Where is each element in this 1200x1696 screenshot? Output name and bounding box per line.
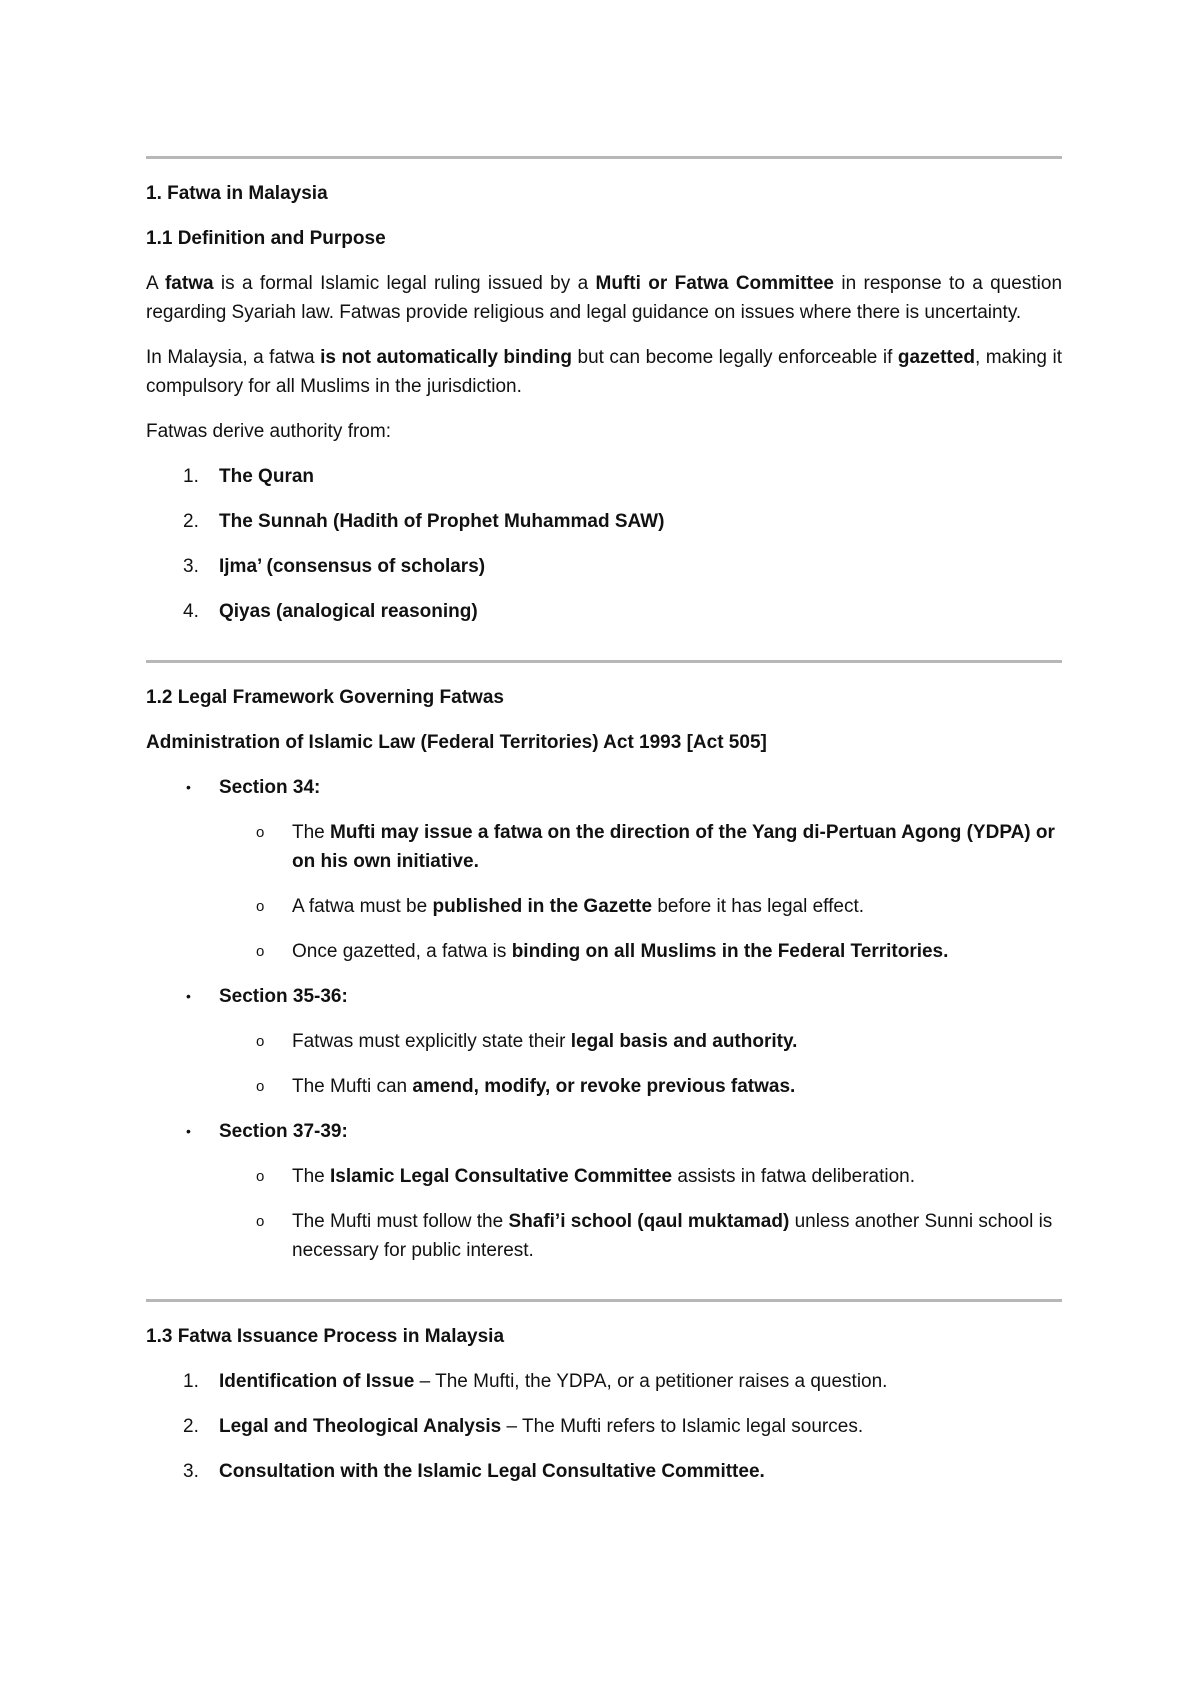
text-run: but can become legally enforceable if xyxy=(572,347,898,368)
list-item xyxy=(146,1367,1062,1396)
text-run: is a formal Islamic legal ruling issued by a xyxy=(213,273,596,294)
circle-bullet-icon: o xyxy=(256,943,265,960)
circle-bullet-icon: o xyxy=(256,898,265,915)
text-run: The Mufti can xyxy=(292,1076,413,1097)
section-label: Section 37-39: xyxy=(219,1121,348,1142)
bold-term-fatwa: fatwa xyxy=(164,273,214,294)
section-35-36-item xyxy=(146,982,1062,1011)
horizontal-rule-2 xyxy=(146,660,1062,663)
sub-list-item xyxy=(146,1027,1062,1056)
list-number: 2. xyxy=(183,511,199,532)
list-item xyxy=(146,1457,1062,1486)
paragraph-authority-intro: Fatwas derive authority from: xyxy=(146,421,391,442)
list-item xyxy=(146,507,1062,536)
text-run: A fatwa must be xyxy=(292,896,433,917)
step-title: Consultation with the Islamic Legal Consultative Committee. xyxy=(219,1461,765,1482)
bold-text-run: Islamic Legal Consultative Committee xyxy=(330,1166,673,1187)
sub-list-item xyxy=(146,937,1062,966)
bold-text-run: amend, modify, or revoke previous fatwas. xyxy=(412,1076,796,1097)
step-description: – The Mufti, the YDPA, or a petitioner raises a question. xyxy=(414,1371,888,1392)
list-item xyxy=(146,597,1062,626)
bullet-icon: • xyxy=(186,779,191,795)
section-37-39-item xyxy=(146,1117,1062,1146)
text-run: The xyxy=(292,822,331,843)
sub-list-item xyxy=(146,1072,1062,1101)
sub-list-item xyxy=(146,818,1062,876)
bold-text-run: Mufti may issue a fatwa on the direction of the Yang di-Pertuan Agong (YDPA) or on his own initiative. xyxy=(292,822,1055,872)
circle-bullet-icon: o xyxy=(256,1168,265,1185)
text-run: The xyxy=(292,1166,331,1187)
sub-list-item xyxy=(146,1162,1062,1191)
heading-legal-framework: 1.2 Legal Framework Governing Fatwas xyxy=(146,687,504,708)
sub-list-item xyxy=(146,1207,1062,1265)
text-run: in response to a question regarding Syariah law. Fatwas provide religious and legal guidance on issues where there is uncertainty. xyxy=(146,273,1063,323)
list-number: 1. xyxy=(183,466,199,487)
list-item xyxy=(146,462,1062,491)
bold-term-not-binding: is not automatically binding xyxy=(320,347,573,368)
list-number: 3. xyxy=(183,1461,199,1482)
bold-text-run: published in the Gazette xyxy=(432,896,653,917)
list-number: 4. xyxy=(183,601,199,622)
bold-text-run: binding on all Muslims in the Federal Territories. xyxy=(511,941,949,962)
list-item-text: The Quran xyxy=(219,466,315,487)
text-run: In Malaysia, a fatwa xyxy=(146,347,321,368)
act-title-text: Administration of Islamic Law (Federal Territories) Act 1993 [Act 505] xyxy=(146,732,767,753)
bold-term-mufti: Mufti or Fatwa Committee xyxy=(595,273,835,294)
circle-bullet-icon: o xyxy=(256,824,265,841)
paragraph-fatwa-definition xyxy=(146,269,1062,327)
bold-text-run: legal basis and authority. xyxy=(570,1031,798,1052)
section-34-item xyxy=(146,773,1062,802)
horizontal-rule-1 xyxy=(146,156,1062,159)
step-description: – The Mufti refers to Islamic legal sources. xyxy=(501,1416,864,1437)
text-run: Fatwas must explicitly state their xyxy=(292,1031,571,1052)
horizontal-rule-3 xyxy=(146,1299,1062,1302)
step-title: Legal and Theological Analysis xyxy=(219,1416,502,1437)
heading-issuance-process: 1.3 Fatwa Issuance Process in Malaysia xyxy=(146,1326,505,1347)
paragraph-fatwa-binding xyxy=(146,343,1062,401)
circle-bullet-icon: o xyxy=(256,1213,265,1230)
bullet-icon: • xyxy=(186,988,191,1004)
text-run: , making it compulsory for all Muslims in the jurisdiction. xyxy=(146,347,1062,397)
circle-bullet-icon: o xyxy=(256,1078,265,1095)
act-title xyxy=(146,728,1062,757)
text-run: assists in fatwa deliberation. xyxy=(672,1166,916,1187)
text-run: before it has legal effect. xyxy=(652,896,864,917)
list-item-text: Qiyas (analogical reasoning) xyxy=(219,601,478,622)
circle-bullet-icon: o xyxy=(256,1033,265,1050)
section-label: Section 34: xyxy=(219,777,321,798)
heading-definition-purpose: 1.1 Definition and Purpose xyxy=(146,228,386,249)
authority-sources-list xyxy=(146,462,1062,626)
heading-fatwa-in-malaysia: 1. Fatwa in Malaysia xyxy=(146,183,328,204)
list-number: 2. xyxy=(183,1416,199,1437)
list-item-text: Ijma’ (consensus of scholars) xyxy=(219,556,486,577)
list-item xyxy=(146,552,1062,581)
section-label: Section 35-36: xyxy=(219,986,348,1007)
list-number: 1. xyxy=(183,1371,199,1392)
sections-list xyxy=(146,773,1062,1265)
sub-list-item xyxy=(146,892,1062,921)
bold-text-run: Shafi’i school (qaul muktamad) xyxy=(508,1211,790,1232)
list-item xyxy=(146,1412,1062,1441)
text-run: Once gazetted, a fatwa is xyxy=(292,941,512,962)
list-item-text: The Sunnah (Hadith of Prophet Muhammad SAW) xyxy=(219,511,665,532)
text-run: The Mufti must follow the xyxy=(292,1211,509,1232)
bold-term-gazetted: gazetted xyxy=(897,347,975,368)
text-run: unless another Sunni school is necessary for public interest. xyxy=(292,1211,1053,1261)
issuance-steps-list xyxy=(146,1367,1062,1486)
step-title: Identification of Issue xyxy=(219,1371,415,1392)
list-number: 3. xyxy=(183,556,199,577)
document-content xyxy=(146,156,1062,1486)
text-run: A xyxy=(146,273,165,294)
bullet-icon: • xyxy=(186,1123,191,1139)
